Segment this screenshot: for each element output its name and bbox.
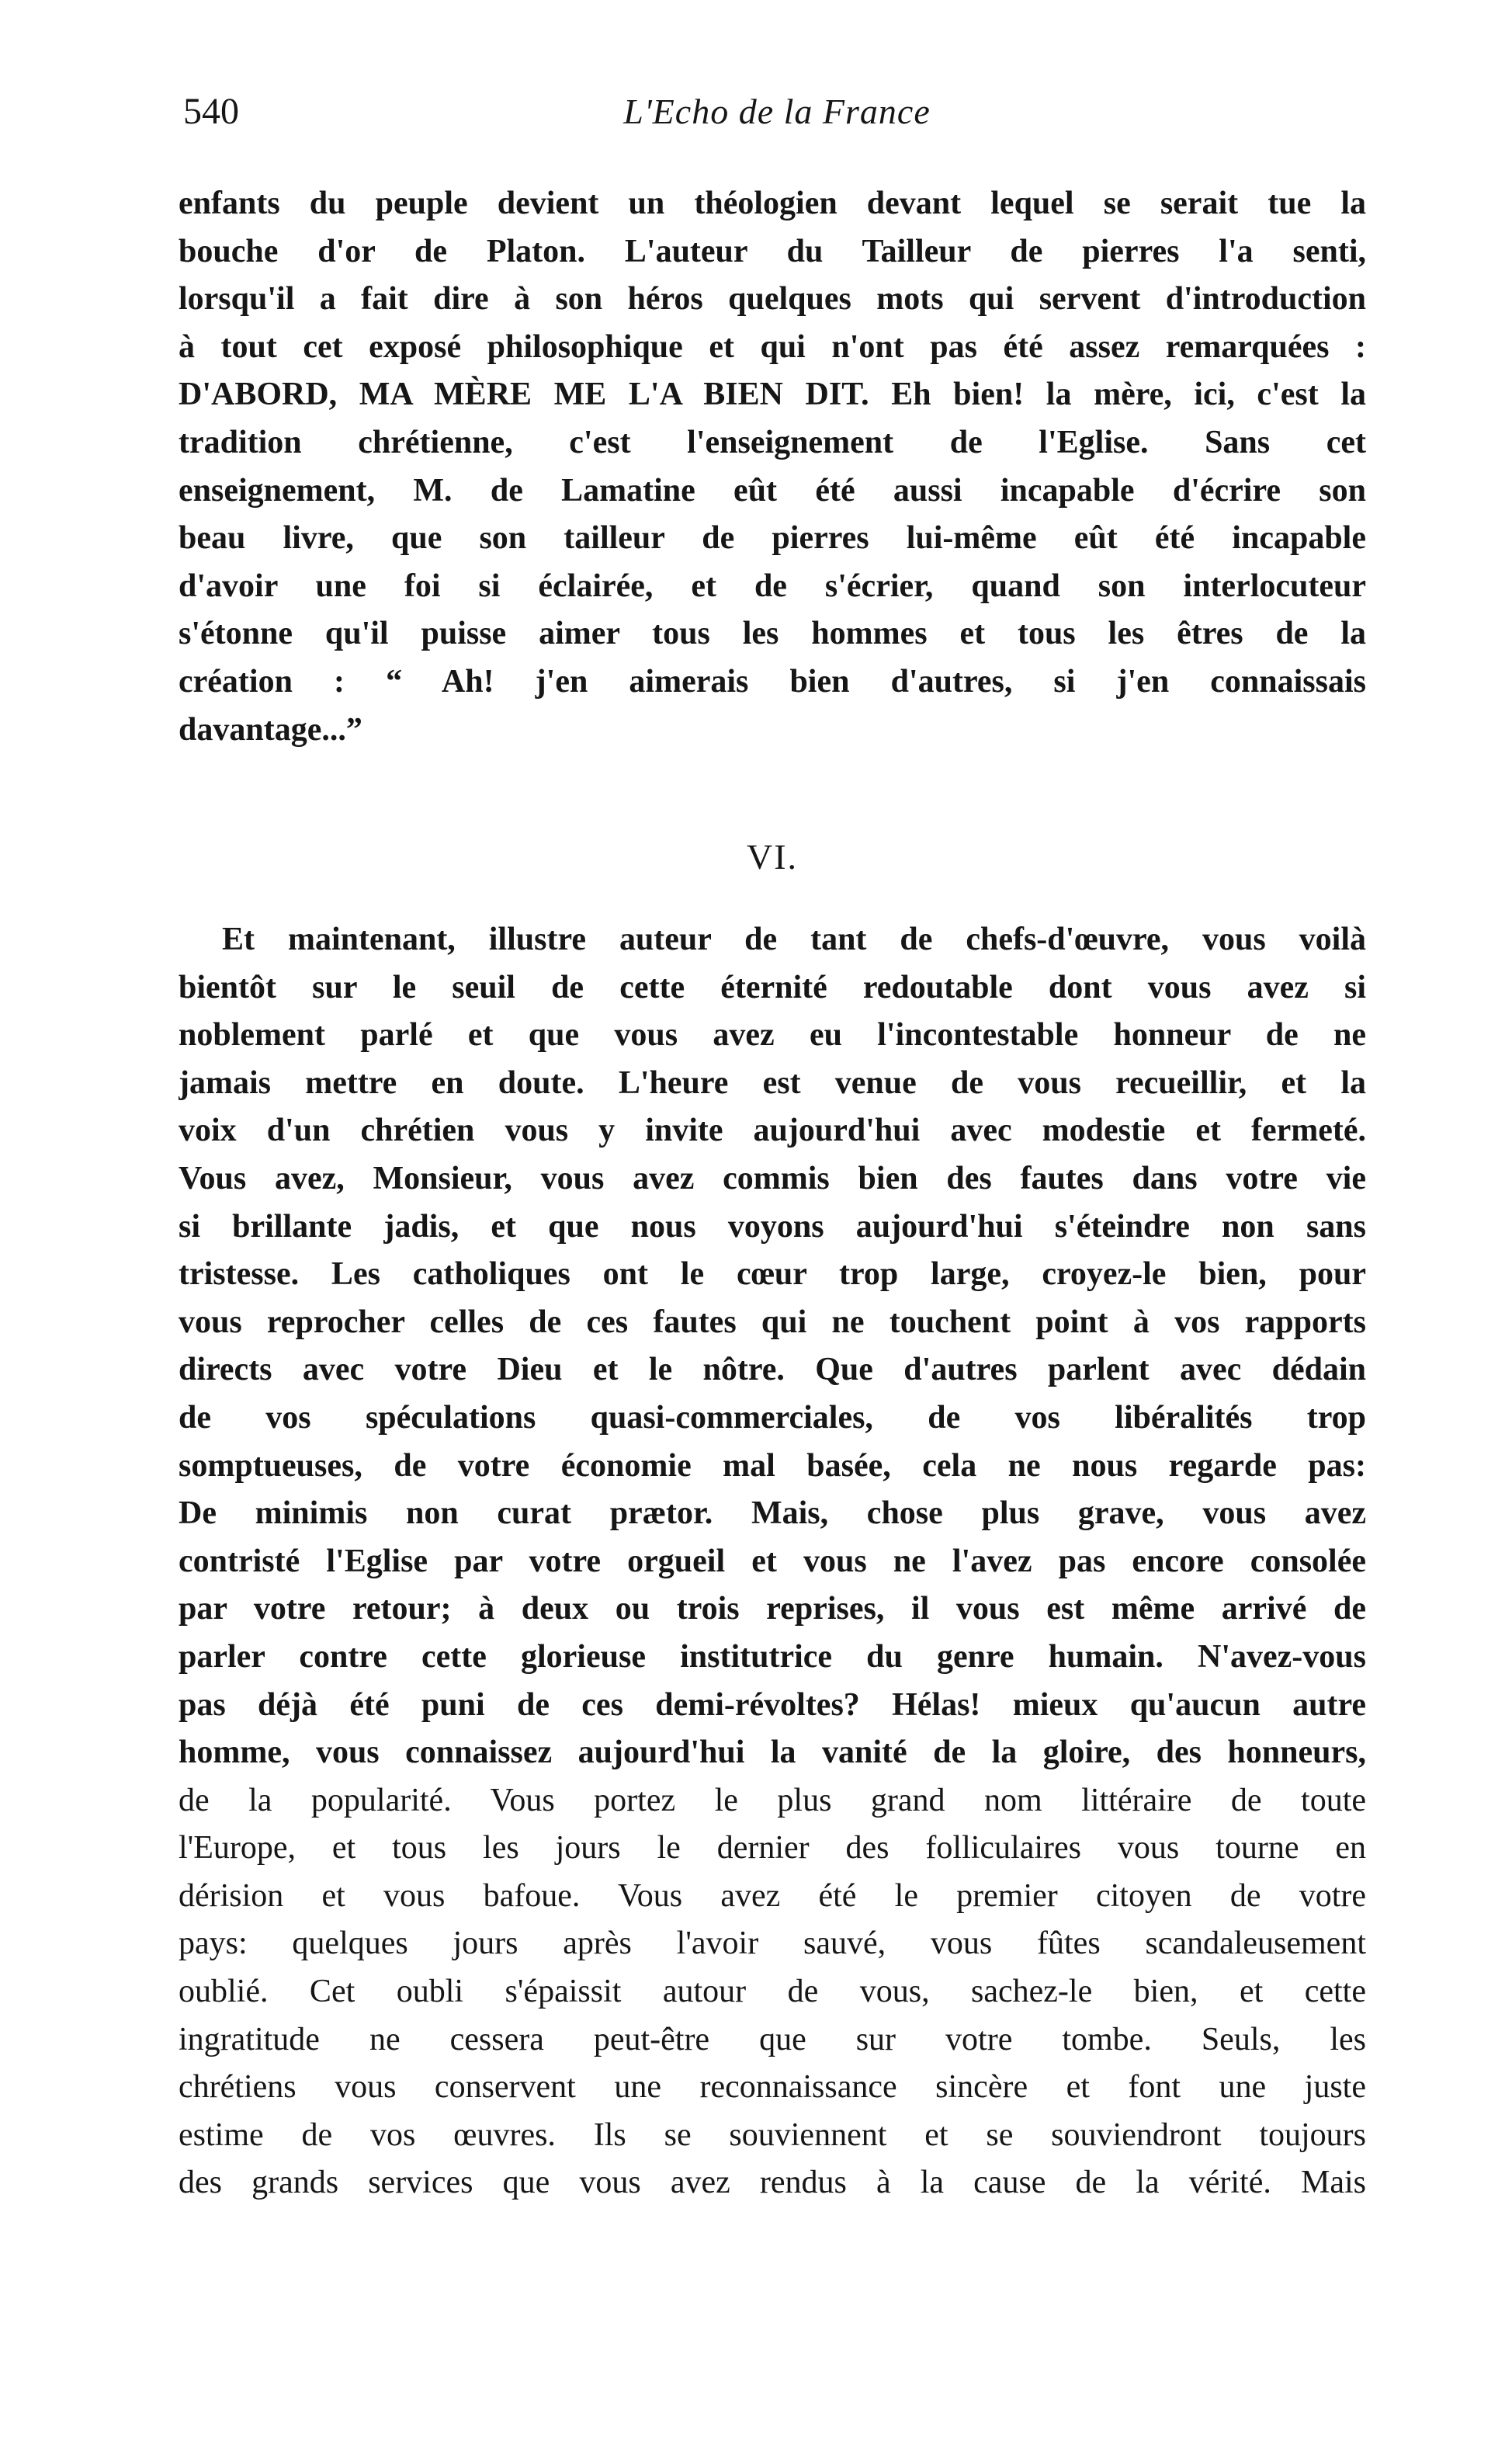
- text-line: pays: quelques jours après l'avoir sauvé, vous fûtes scandaleusement: [179, 1925, 1366, 1962]
- text-line: des grands services que vous avez rendus à la cause de la vérité. Mais: [179, 2165, 1366, 2201]
- text-line: parler contre cette glorieuse institutrice du genre humain. N'avez-vous: [179, 1638, 1366, 1675]
- text-line: oublié. Cet oubli s'épaissit autour de vous, sachez-le bien, et cette: [179, 1974, 1366, 2010]
- text-line: somptueuses, de votre économie mal basée, cela ne nous regarde pas:: [179, 1447, 1366, 1484]
- text-line: création : “ Ah! j'en aimerais bien d'autres, si j'en connaissais: [179, 663, 1366, 700]
- text-line: D'ABORD, MA MÈRE ME L'A BIEN DIT. Eh bien! la mère, ici, c'est la: [179, 377, 1366, 413]
- text-line: directs avec votre Dieu et le nôtre. Que d'autres parlent avec dédain: [179, 1352, 1366, 1388]
- text-line: à tout cet exposé philosophique et qui n'ont pas été assez remarquées :: [179, 328, 1366, 365]
- text-line: noblement parlé et que vous avez eu l'incontestable honneur de ne: [179, 1017, 1366, 1054]
- text-line: De minimis non curat prætor. Mais, chose plus grave, vous avez: [179, 1495, 1366, 1532]
- text-line: s'étonne qu'il puisse aimer tous les hommes et tous les êtres de la: [179, 616, 1366, 652]
- text-line: chrétiens vous conservent une reconnaissance sincère et font une juste: [179, 2069, 1366, 2106]
- text-line: vous reprocher celles de ces fautes qui ne touchent point à vos rapports: [179, 1304, 1366, 1340]
- text-line: homme, vous connaissez aujourd'hui la vanité de la gloire, des honneurs,: [179, 1734, 1366, 1771]
- text-line: contristé l'Eglise par votre orgueil et vous ne l'avez pas encore consolée: [179, 1543, 1366, 1579]
- page-number: 540: [183, 91, 239, 132]
- text-line: bientôt sur le seuil de cette éternité redoutable dont vous avez si: [179, 969, 1366, 1005]
- text-line: l'Europe, et tous les jours le dernier des folliculaires vous tourne en: [179, 1830, 1366, 1866]
- text-line: Et maintenant, illustre auteur de tant de chefs-d'œuvre, vous voilà: [222, 922, 1366, 957]
- text-line: estime de vos œuvres. Ils se souviennent et se souviendront toujours: [179, 2116, 1366, 2153]
- text-line: davantage...”: [179, 711, 362, 748]
- text-line: par votre retour; à deux ou trois reprises, il vous est même arrivé de: [179, 1591, 1366, 1627]
- text-line: lorsqu'il a fait dire à son héros quelques mots qui servent d'introduction: [179, 281, 1366, 318]
- text-line: jamais mettre en doute. L'heure est venue de vous recueillir, et la: [179, 1064, 1366, 1101]
- text-line: dérision et vous bafoue. Vous avez été le premier citoyen de votre: [179, 1877, 1366, 1914]
- text-line: tradition chrétienne, c'est l'enseignement de l'Eglise. Sans cet: [179, 424, 1366, 460]
- text-line: tristesse. Les catholiques ont le cœur trop large, croyez-le bien, pour: [179, 1256, 1366, 1293]
- text-line: ingratitude ne cessera peut-être que sur votre tombe. Seuls, les: [179, 2021, 1366, 2057]
- text-line: enseignement, M. de Lamatine eût été aussi incapable d'écrire son: [179, 472, 1366, 509]
- running-head: [183, 87, 1371, 149]
- text-line: bouche d'or de Platon. L'auteur du Tailleur de pierres l'a senti,: [179, 233, 1366, 269]
- text-line: si brillante jadis, et que nous voyons aujourd'hui s'éteindre non sans: [179, 1208, 1366, 1245]
- text-line: enfants du peuple devient un théologien devant lequel se serait tue la: [179, 186, 1366, 221]
- section-heading: VI.: [746, 837, 799, 877]
- paragraph-continued: [179, 180, 1366, 754]
- paragraph-section-six: [179, 916, 1366, 2207]
- text-line: voix d'un chrétien vous y invite aujourd'hui avec modestie et fermeté.: [179, 1113, 1366, 1149]
- text-line: Vous avez, Monsieur, vous avez commis bien des fautes dans votre vie: [179, 1160, 1366, 1196]
- text-line: de la popularité. Vous portez le plus grand nom littéraire de toute: [179, 1782, 1366, 1818]
- text-line: d'avoir une foi si éclairée, et de s'écrier, quand son interlocuteur: [179, 568, 1366, 604]
- running-title: L'Echo de la France: [623, 92, 931, 131]
- text-line: de vos spéculations quasi-commerciales, de vos libéralités trop: [179, 1399, 1366, 1436]
- text-line: beau livre, que son tailleur de pierres lui-même eût été incapable: [179, 520, 1366, 557]
- text-line: pas déjà été puni de ces demi-révoltes? Hélas! mieux qu'aucun autre: [179, 1686, 1366, 1723]
